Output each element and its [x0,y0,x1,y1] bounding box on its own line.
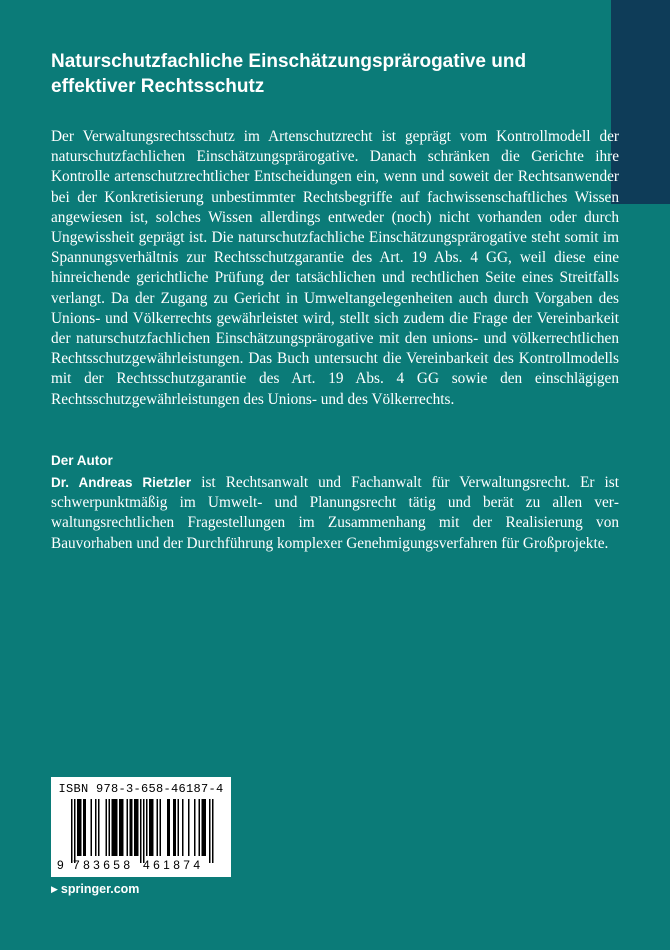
ean-first-digit: 9 [57,858,64,872]
barcode-bar [194,799,196,856]
author-bio [51,473,619,554]
barcode-bar [122,799,124,856]
book-abstract: Der Verwaltungsrechtsschutz im Artenschutzrecht ist geprägt vom Kontrollmodell der naturschutzfachlichen Einschätzungsprärogative. Danach schränken die Gerichte ihre Kontrolle artenschutzrechtlicher Entscheidungen ein, wenn und soweit der Rechtsanwender bei der Konkretisierung unbestimmter Rechtsbegriffe auf fachwissenschaftliches Wissen angewiesen ist, solches Wissen allerdings entweder (noch) nicht vorhanden oder durch Ungewissheit geprägt ist. Die naturschutzfachliche Einschätzungsprärogative steht somit im Spannungsverhältnis zur Rechtsschutzgarantie des Art. 19 Abs. 4 GG, weil diese eine hinreichende gerichtliche Prüfung der tatsächlichen und rechtlichen Seite eines Streitfalls verlangt. Da der Zugang zu Gericht in Umweltangelegenheiten auch durch Vorgaben des Unions- und Völkerrechts gewährleistet wird, stellt sich zudem die Frage der Vereinbarkeit der naturschutzfachlichen Einschätzungsprärogative mit den unions- und völkerrechtlichen Rechtsschutzgewährleistungen. Das Buch untersucht die Vereinbarkeit des Kontrollmodells mit der Rechtsschutzgarantie des Art. 19 Abs. 4 GG sowie den einschlägigen Rechtsschutzgewährleistungen des Unions- und des Völkerrechts. [51,128,619,408]
barcode-bar [152,799,154,856]
barcode-bar [175,799,177,856]
barcode-bar [95,799,97,856]
barcode-bar [203,799,205,856]
barcode-bar [119,799,121,856]
barcode-bar [112,799,114,856]
barcode-bar [188,799,190,856]
barcode-bar [83,799,85,856]
barcode-bar [202,799,204,856]
barcode-bar [121,799,123,856]
ean-left-digits: 783658 [73,858,134,872]
barcode-bar [106,799,108,856]
barcode-bar [149,799,151,856]
barcode-bar [151,799,153,856]
barcode-bar [130,799,132,856]
author-heading: Der Autor [51,453,113,468]
author-bio-text: ist Rechtsanwalt und Fachanwalt für Verwaltungsrecht. Er ist schwerpunktmäßig im Umwelt- und Planungsrecht tätig und berät zu allen verwaltungsrechtlichen Fragestellungen im Zusammenhang mit der Realisierung von Bauvorhaben und der Durchführung komplexer Genehmigungsverfahren für Großprojekte. [51,474,620,552]
ean-right-digits: 461874 [143,858,204,872]
barcode-bar [113,799,115,856]
barcode-guard-bar [212,799,214,863]
barcode-guard-bar [143,799,145,863]
barcode-bar [98,799,100,856]
barcode-bar [137,799,139,856]
corner-color-block [611,0,670,204]
barcode-bar [182,799,184,856]
barcode-bar [173,799,175,856]
barcode-bar [109,799,111,856]
barcode-guard-bar [140,799,142,863]
publisher-url: springer.com [60,882,140,896]
barcode-bar [80,799,82,856]
barcode-guard-bar [209,799,211,863]
barcode-bar [77,799,79,856]
book-title: Naturschutzfachliche Einschätzungsprärogative und effektiver Rechtsschutz [51,51,527,97]
arrow-right-icon: ▶ [51,883,58,894]
barcode-bar [199,799,201,856]
author-name: Dr. Andreas Rietzler [51,475,192,490]
barcode-bar [116,799,118,856]
isbn-barcode [51,777,231,877]
barcode-bar [91,799,93,856]
barcode-bar [79,799,81,856]
barcode-bar [85,799,87,856]
barcode-bar [169,799,171,856]
barcode-bar [160,799,162,856]
barcode-bar [127,799,129,856]
isbn-label: ISBN 978-3-658-46187-4 [58,782,224,796]
publisher-link[interactable] [51,882,139,896]
barcode-bar [134,799,136,856]
barcode-guard-bar [74,799,76,863]
barcode-bar [146,799,148,856]
barcode-guard-bar [71,799,73,863]
barcode-bar [157,799,159,856]
barcode-bar [178,799,180,856]
barcode-bar [167,799,169,856]
barcode-bar [115,799,117,856]
barcode-bar [205,799,207,856]
barcode-bar [131,799,133,856]
barcode-bar [136,799,138,856]
